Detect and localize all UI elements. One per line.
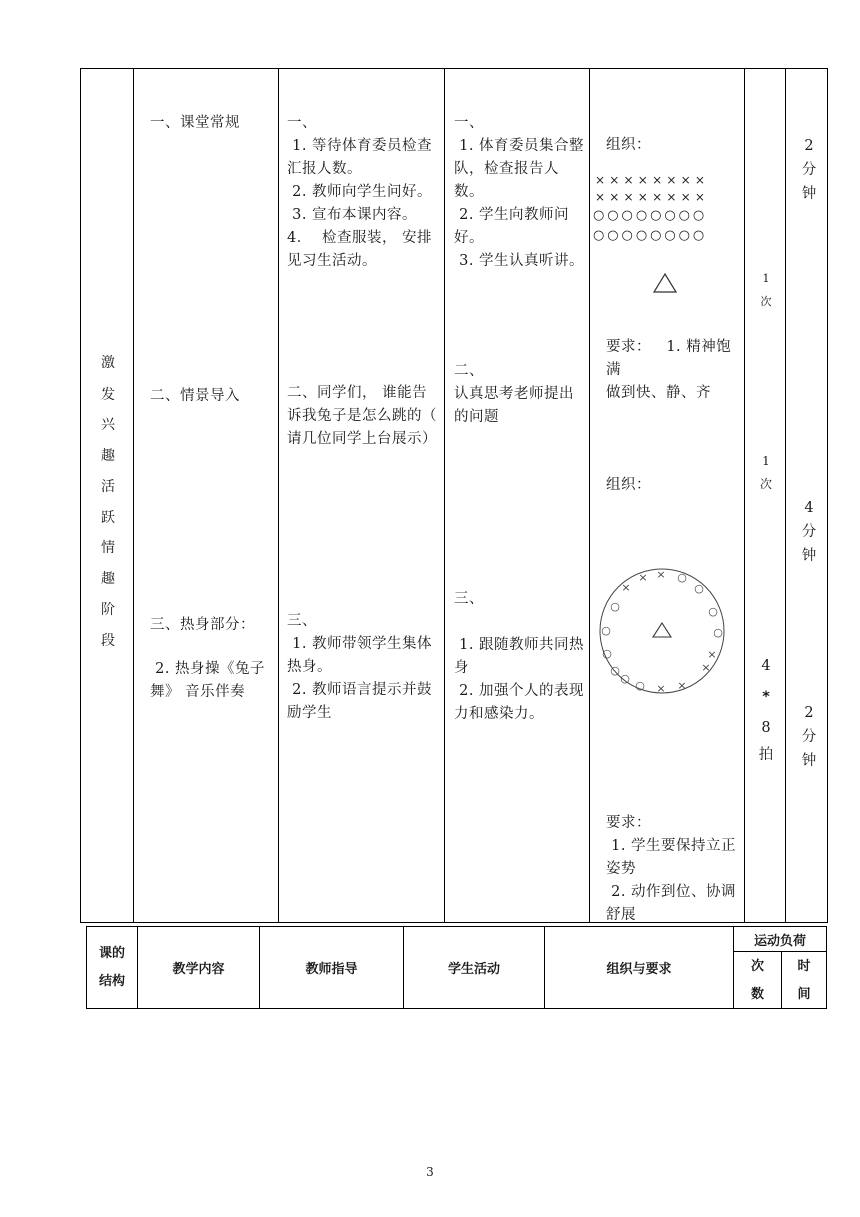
org-requirement-2: 要求： 1. 学生要保持立正姿势 2. 动作到位、协调舒展 <box>606 815 737 923</box>
count-2-unit: 次 <box>759 477 772 491</box>
content-intro: 二、情景导入 <box>150 388 240 404</box>
content-routine: 一、课堂常规 <box>150 115 240 131</box>
header-teacher: 教师指导 <box>305 962 358 977</box>
time-char: 钟 <box>801 548 817 564</box>
stage-char: 激 <box>101 355 115 371</box>
stage-char: 活 <box>101 479 115 495</box>
time-char: 钟 <box>801 186 817 202</box>
teacher-part-1: 一、 1. 等待体育委员检查汇报人数。 2. 教师向学生问好。 3. 宣布本课内容。 4． 检查服装， 安排见习生活动。 <box>287 115 433 269</box>
time-3 <box>794 701 824 773</box>
svg-text:×: × <box>701 661 711 674</box>
svg-text:×: × <box>638 571 648 584</box>
header-count: 次 数 <box>750 959 764 1002</box>
org-label-1: 组织： <box>606 137 651 153</box>
svg-text:×: × <box>656 682 666 695</box>
teacher-triangle-icon <box>652 272 678 294</box>
svg-text:○: ○ <box>610 664 620 677</box>
stage-char: 跃 <box>101 510 115 526</box>
student-part-1: 一、 1. 体育委员集合整队，检查报告人数。 2. 学生向教师问好。 3. 学生认真听讲。 <box>454 115 585 269</box>
stage-char: 发 <box>101 387 115 403</box>
time-1 <box>794 134 824 206</box>
svg-text:×: × <box>656 568 666 581</box>
teacher-part-3: 三、 1. 教师带领学生集体热身。 2. 教师语言提示并鼓励学生 <box>287 613 433 721</box>
svg-text:○: ○ <box>635 679 645 692</box>
header-time: 时 间 <box>797 959 811 1002</box>
header-org: 组织与要求 <box>606 962 672 977</box>
time-char: 4 <box>804 500 814 516</box>
count-3-value: 拍 <box>758 747 774 763</box>
count-3-value: * <box>762 689 770 705</box>
student-x-row: × × × × × × × × <box>595 173 706 187</box>
svg-text:○: ○ <box>620 672 630 685</box>
stage-char: 兴 <box>101 417 115 433</box>
stage-char: 段 <box>101 633 115 649</box>
svg-text:○: ○ <box>610 600 620 613</box>
svg-text:○: ○ <box>602 647 612 660</box>
time-char: 分 <box>801 524 817 540</box>
svg-text:×: × <box>677 679 687 692</box>
content-warmup-title: 三、热身部分： <box>150 617 255 633</box>
header-structure: 课的 结构 <box>98 946 125 989</box>
count-1-unit: 次 <box>760 295 772 308</box>
count-3-value: 4 <box>761 658 771 674</box>
count-1-number: 1 <box>762 272 770 285</box>
time-char: 2 <box>804 138 814 154</box>
student-o-row: ○ ○ ○ ○ ○ ○ ○ ○ <box>593 208 704 223</box>
header-content: 教学内容 <box>172 962 225 977</box>
svg-text:×: × <box>707 648 717 661</box>
stage-char: 情 <box>101 540 115 556</box>
stage-char: 趣 <box>101 448 115 464</box>
svg-text:○: ○ <box>601 624 611 637</box>
student-x-row: × × × × × × × × <box>595 190 706 204</box>
time-2 <box>794 496 824 568</box>
svg-text:○: ○ <box>694 582 704 595</box>
student-part-3: 三、 1. 跟随教师共同热身 2. 加强个人的表现力和感染力。 <box>454 591 585 722</box>
time-char: 钟 <box>801 753 817 769</box>
svg-text:○: ○ <box>677 571 687 584</box>
header-load: 运动负荷 <box>753 934 806 949</box>
page-number: 3 <box>426 1165 434 1179</box>
time-char: 分 <box>801 162 817 178</box>
time-char: 分 <box>801 729 817 745</box>
teacher-part-2: 二、同学们， 谁能告诉我兔子是怎么跳的（ 请几位同学上台展示） <box>287 385 443 447</box>
org-requirement-1: 要求： 1. 精神饱满 做到快、静、齐 <box>606 339 732 401</box>
svg-text:○: ○ <box>708 605 718 618</box>
svg-text:×: × <box>621 581 631 594</box>
content-warmup-item: 2. 热身操《兔子舞》 音乐伴奏 <box>150 661 266 700</box>
student-o-row: ○ ○ ○ ○ ○ ○ ○ ○ <box>593 228 704 243</box>
svg-text:○: ○ <box>713 626 723 639</box>
org-label-2: 组织： <box>606 477 651 493</box>
header-student: 学生活动 <box>447 962 500 977</box>
circle-formation-diagram <box>596 568 730 696</box>
stage-char: 阶 <box>101 602 115 618</box>
student-part-2: 二、 认真思考老师提出的问题 <box>454 363 574 425</box>
time-char: 2 <box>804 705 814 721</box>
count-3-value: 8 <box>761 720 771 736</box>
stage-char: 趣 <box>101 571 115 587</box>
count-2-number: 1 <box>762 454 770 468</box>
